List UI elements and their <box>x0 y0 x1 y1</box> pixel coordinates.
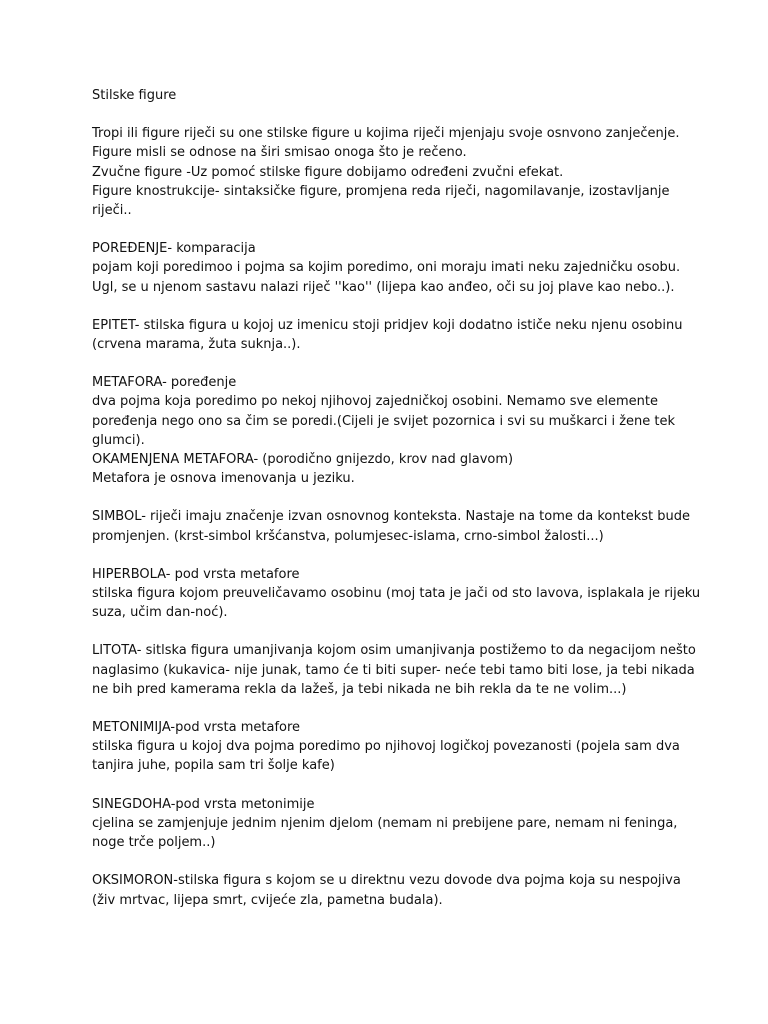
text-line: tanjira juhe, popila sam tri šolje kafe) <box>92 758 335 774</box>
document-section <box>92 507 692 545</box>
text-line: (crvena marama, žuta suknja..). <box>92 337 301 353</box>
text-line: suza, učim dan-noć). <box>92 605 228 621</box>
document-sections <box>92 124 701 910</box>
document-section <box>92 871 692 909</box>
document-section <box>92 718 692 776</box>
text-line: Metafora je osnova imenovanja u jeziku. <box>92 471 355 487</box>
text-line: naglasimo (kukavica- nije junak, tamo će ti biti super- neće tebi tamo biti lose, ja tebi nikada <box>92 662 695 678</box>
document-section <box>92 239 692 297</box>
text-line: Figure knostrukcije- sintaksičke figure, promjena reda riječi, nagomilavanje, izostavljanje <box>92 183 670 199</box>
text-line: riječi.. <box>92 203 132 219</box>
text-line: glumci). <box>92 432 145 448</box>
text-line: SIMBOL- riječi imaju značenje izvan osnovnog konteksta. Nastaje na tome da kontekst bude <box>92 509 690 525</box>
text-line: METONIMIJA-pod vrsta metafore <box>92 720 301 736</box>
text-line: METAFORA- poređenje <box>92 375 237 391</box>
text-line: LITOTA- sitlska figura umanjivanja kojom osim umanjivanja postižemo to da negacijom nešto <box>92 643 696 659</box>
document-section <box>92 124 692 220</box>
text-line: Ugl, se u njenom sastavu nalazi riječ ''kao'' (lijepa kao anđeo, oči su joj plave kao nebo..). <box>92 279 675 295</box>
text-line: EPITET- stilska figura u kojoj uz imenicu stoji pridjev koji dodatno ističe neku njenu osobinu <box>92 317 683 333</box>
text-line: cjelina se zamjenjuje jednim njenim djelom (nemam ni prebijene pare, nemam ni feninga, <box>92 815 678 831</box>
text-line: stilska figura kojom preuveličavamo osobinu (moj tata je jači od sto lavova, isplakala je rijeku <box>92 586 701 602</box>
text-line: SINEGDOHA-pod vrsta metonimije <box>92 796 315 812</box>
text-line: (živ mrtvac, lijepa smrt, cvijeće zla, pametna budala). <box>92 892 443 908</box>
text-line: poređenja nego ono sa čim se poredi.(Cijeli je svijet pozornica i svi su muškarci i žene tek <box>92 413 676 429</box>
text-line: POREĐENJE- komparacija <box>92 241 256 257</box>
text-line: HIPERBOLA- pod vrsta metafore <box>92 566 300 582</box>
text-line: noge trče poljem..) <box>92 835 216 851</box>
text-line: Zvučne figure -Uz pomoć stilske figure dobijamo određeni zvučni efekat. <box>92 164 564 180</box>
text-line: stilska figura u kojoj dva pojma poredimo po njihovoj logičkoj povezanosti (pojela sam dva <box>92 739 680 755</box>
text-line: promjenjen. (krst-simbol kršćanstva, polumjesec-islama, crno-simbol žalosti...) <box>92 528 604 544</box>
text-line: Figure misli se odnose na širi smisao onoga što je rečeno. <box>92 145 467 161</box>
document-section <box>92 641 696 699</box>
text-line: dva pojma koja poredimo po nekoj njihovoj zajedničkoj osobini. Nemamo sve elemente <box>92 394 658 410</box>
document-title: Stilske figure <box>92 88 177 103</box>
document-section <box>92 316 692 354</box>
text-line: Tropi ili figure riječi su one stilske figure u kojima riječi mjenjaju svoje osnvono zanječenje. <box>92 126 680 142</box>
text-line: ne bih pred kamerama rekla da lažeš, ja tebi nikada ne bih rekla da te ne volim...) <box>92 681 627 697</box>
text-line: OKAMENJENA METAFORA- (porodično gnijezdo, krov nad glavom) <box>92 452 514 468</box>
document-body <box>92 86 701 910</box>
document-section <box>92 373 692 488</box>
document-section <box>92 565 701 623</box>
text-line: pojam koji poredimoo i pojma sa kojim poredimo, oni moraju imati neku zajedničku osobu. <box>92 260 681 276</box>
document-section <box>92 795 692 853</box>
text-line: OKSIMORON-stilska figura s kojom se u direktnu vezu dovode dva pojma koja su nespojiva <box>92 873 681 889</box>
